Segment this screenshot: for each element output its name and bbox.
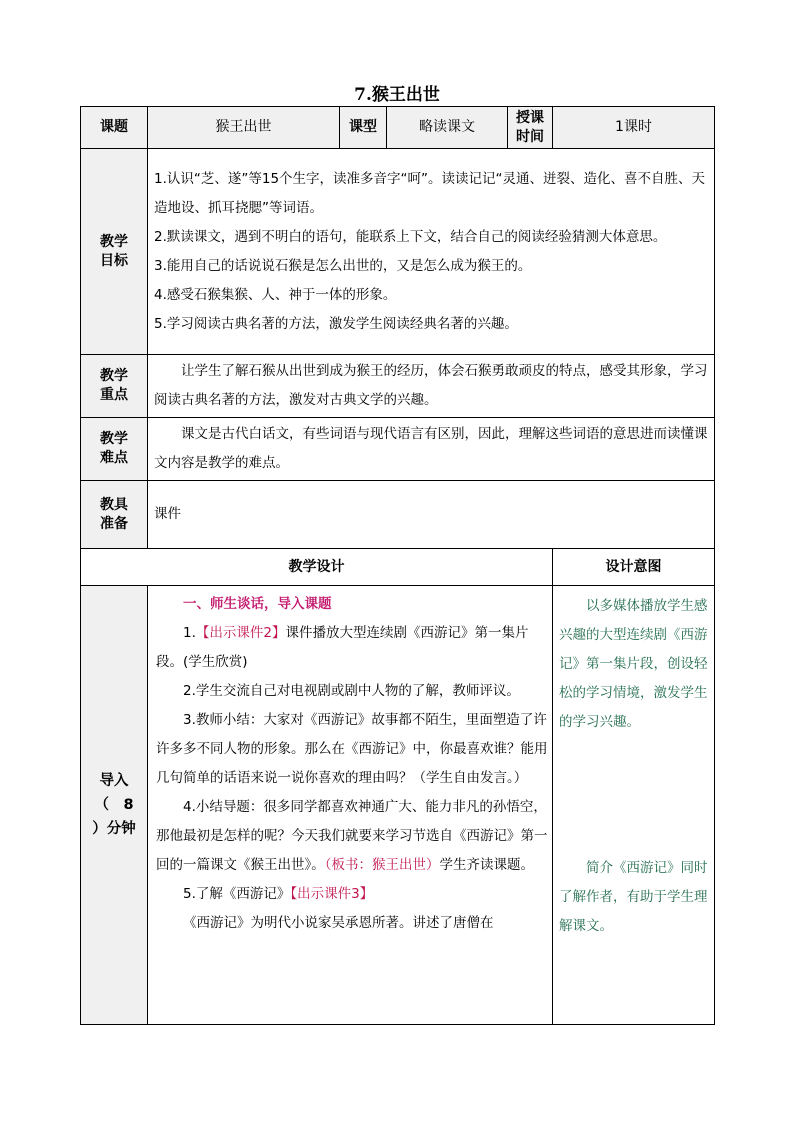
intro-heading: 一、师生谈话，导入课题 [183,596,332,612]
time-label-line1: 授课 [516,109,544,126]
intent-note-1: 以多媒体播放学生感兴趣的大型连续剧《西游记》第一集片段，创设轻松的学习情境，激发学生的学习兴趣。 [559,598,708,730]
intro-step-6: 《西游记》为明代小说家吴承恩所著。讲述了唐僧在 [183,915,494,931]
goal-item: 4.感受石猴集猴、人、神于一体的形象。 [154,286,397,303]
time-label [508,107,553,149]
tools-label-line2: 准备 [100,515,128,532]
intro-step-1 [156,619,548,677]
goal-item: 1.认识“芝、遂”等15个生字，读准多音字“呵”。读读记记“灵通、迸裂、造化、喜不自胜、天造地设、抓耳挠腮”等词语。 [154,170,706,216]
topic-label: 课题 [81,107,148,149]
intro-step-5-tag: 【出示课件3】 [290,886,374,902]
tools-label [81,481,148,549]
key-points-content [148,355,715,418]
type-value: 略读课文 [387,107,508,149]
intro-step-1-tag: 【出示课件2】 [195,625,286,641]
time-label-line2: 时间 [516,128,544,145]
intro-design-content [148,586,553,1025]
intro-step-3: 3.教师小结：大家对《西游记》故事都不陌生，里面塑造了许许多多不同人物的形象。那么在《西游记》中，你最喜欢谁？能用几句简单的话语来说一说你喜欢的理由吗？（学生自由发言。） [156,712,548,786]
goals-content [148,149,715,355]
tools-label-line1: 教具 [100,496,128,513]
intro-step-5-text: 5.了解《西游记》 [183,886,291,902]
intro-row [81,586,715,1025]
difficulties-text: 课文是古代白话文，有些词语与现代语言有区别，因此，理解这些词语的意思进而读懂课文内容是教学的难点。 [154,426,708,471]
key-points-label [81,355,148,418]
goal-item: 3.能用自己的话说说石猴是怎么出世的，又是怎么成为猴王的。 [154,257,532,274]
time-value: 1课时 [553,107,715,149]
goal-item: 5.学习阅读古典名著的方法，激发学生阅读经典名著的兴趣。 [154,315,518,332]
document-title: 7.猴王出世 [354,85,440,105]
difficulties-content [148,418,715,481]
lesson-plan-table [80,106,715,1025]
key-points-label-line2: 重点 [100,387,128,403]
difficulties-label-line1: 教学 [100,431,128,447]
difficulties-label [81,418,148,481]
header-row [81,107,715,149]
intro-step-4-tail: 学生齐读课题。 [439,857,534,873]
intro-label-line2: （ 8 [94,797,134,813]
goals-row [81,149,715,355]
intro-intent-content [553,586,715,1025]
goals-label [81,149,148,355]
intro-label-line1: 导入 [99,773,129,789]
intro-label-line3: ）分钟 [92,821,136,837]
intro-step-5 [156,880,548,909]
key-points-text: 让学生了解石猴从出世到成为猴王的经历，体会石猴勇敢顽皮的特点，感受其形象，学习阅读古典名著的方法，激发对古典文学的兴趣。 [154,363,708,408]
goals-label-line2: 目标 [100,252,128,269]
goal-item: 2.默读课文，遇到不明白的语句，能联系上下文，结合自己的阅读经验猜测大体意思。 [154,228,667,245]
type-label: 课型 [340,107,387,149]
difficulties-row [81,418,715,481]
goals-label-line1: 教学 [100,233,128,250]
key-points-label-line1: 教学 [100,368,128,384]
intro-label [81,586,148,1025]
tools-row [81,481,715,549]
intent-header: 设计意图 [553,549,715,586]
tools-text: 课件 [154,506,181,522]
key-points-row [81,355,715,418]
topic-value: 猴王出世 [148,107,340,149]
design-header-row [81,549,715,586]
difficulties-label-line2: 难点 [100,450,128,466]
intent-note-2: 简介《西游记》同时了解作者，有助于学生理解课文。 [559,860,708,934]
tools-content [148,481,715,549]
intro-step-4-text: 4.小结导题：很多同学都喜欢神通广大、能力非凡的孙悟空，那他最初是怎样的呢？今天我们就要来学习节选自《西游记》第一回的一篇课文《猴王出世》。 [156,799,548,873]
intro-step-1-text: 课件播放大型连续剧《西游记》第一集片段。(学生欣赏) [156,625,529,670]
design-header: 教学设计 [81,549,553,586]
intro-step-4-tag: （板书：猴王出世） [324,857,440,873]
intro-step-4 [156,793,548,880]
intro-step-1-number: 1. [183,625,196,641]
intro-step-2: 2.学生交流自己对电视剧或剧中人物的了解，教师评议。 [183,683,520,699]
